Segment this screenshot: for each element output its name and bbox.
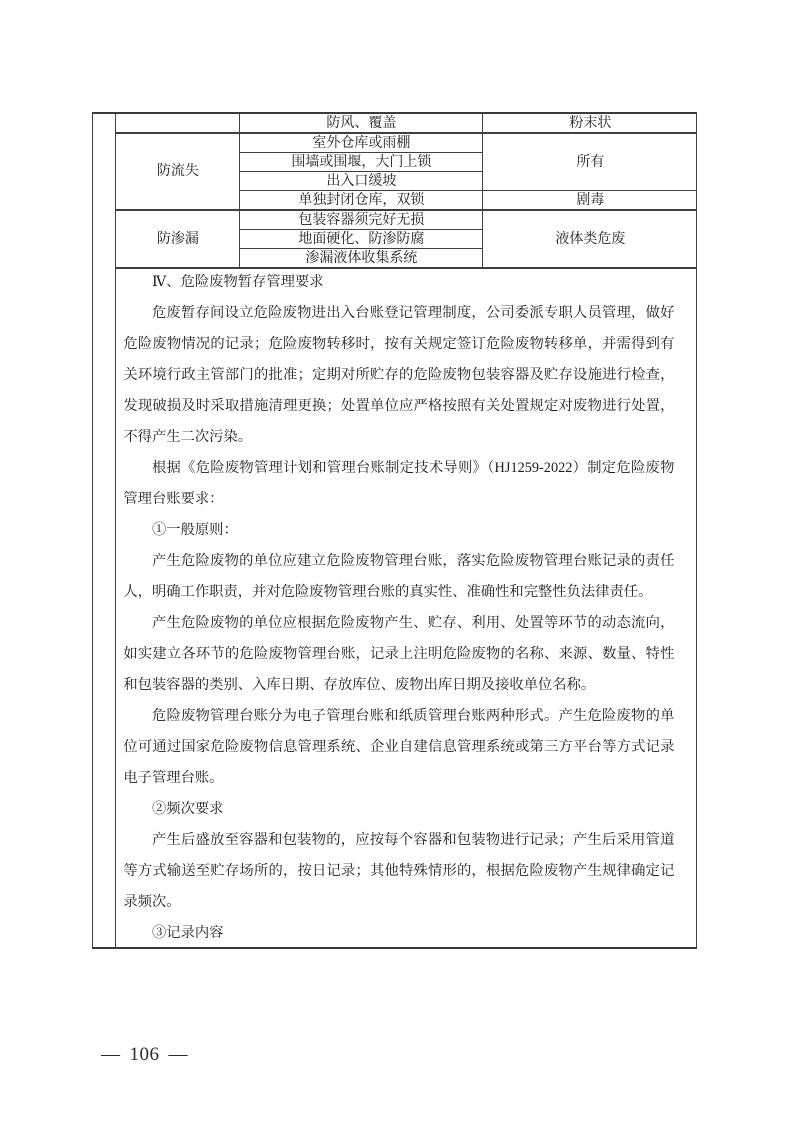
paragraph: 危废暂存间设立危险废物进出入台账登记管理制度，公司委派专职人员管理，做好危险废物情况的记录；危险废物转移时，按有关规定签订危险废物转移单，并需得到有关环境行政主管部门的批准；定期对所贮存的危险废物包装容器及贮存设施进行检查，发现破损及时采取措施清理更换；处置单位应严格按照有关处置规定对废物进行处置，不得产生二次污染。 <box>123 305 675 445</box>
measure-cell: 单独封闭仓库，双锁 <box>240 191 483 211</box>
footer-dash-left: — <box>101 1044 121 1065</box>
paragraph: ②频次要求 <box>151 801 224 817</box>
measure-cell: 包装容器须完好无损 <box>240 210 483 230</box>
category-cell-fangliushi: 防流失 <box>116 133 240 210</box>
measure-cell: 出入口缓坡 <box>240 172 483 191</box>
type-cell: 剧毒 <box>483 191 698 211</box>
paragraph: ①一般原则： <box>151 522 238 538</box>
page-number: 106 <box>129 1044 160 1065</box>
type-cell: 液体类危废 <box>483 210 698 268</box>
measure-cell: 渗漏液体收集系统 <box>240 249 483 269</box>
page-footer <box>101 1044 188 1066</box>
category-cell-fangshenlou: 防渗漏 <box>116 210 240 268</box>
paragraph: 产生危险废物的单位应根据危险废物产生、贮存、利用、处置等环节的动态流向，如实建立各环节的危险废物管理台账，记录上注明危险废物的名称、来源、数量、特性和包装容器的类别、入库日期、存放库位、废物出库日期及接收单位名称。 <box>123 615 675 693</box>
paragraph: 危险废物管理台账分为电子管理台账和纸质管理台账两种形式。产生危险废物的单位可通过国家危险废物信息管理系统、企业自建信息管理系统或第三方平台等方式记录电子管理台账。 <box>123 708 675 786</box>
table-row <box>116 114 697 133</box>
category-cell-empty <box>116 114 240 133</box>
type-cell: 所有 <box>483 133 698 191</box>
content-box <box>92 112 697 949</box>
waste-measures-table <box>116 114 697 269</box>
paragraph: 产生后盛放至容器和包装物的，应按每个容器和包装物进行记录；产生后采用管道等方式输送至贮存场所的，按日记录；其他特殊情形的，根据危险废物产生规律确定记录频次。 <box>123 832 675 910</box>
measure-cell: 防风、覆盖 <box>240 114 483 133</box>
paragraph: 根据《危险废物管理计划和管理台账制定技术导则》（HJ1259-2022）制定危险废物管理台账要求： <box>123 460 675 507</box>
table-row <box>116 210 697 230</box>
side-column <box>93 114 116 947</box>
main-column <box>116 114 696 947</box>
paragraph: 产生危险废物的单位应建立危险废物管理台账，落实危险废物管理台账记录的责任人，明确工作职责，并对危险废物管理台账的真实性、准确性和完整性负法律责任。 <box>123 553 675 600</box>
section-heading: Ⅳ、危险废物暂存管理要求 <box>151 274 324 290</box>
table-row <box>116 133 697 153</box>
type-cell: 粉末状 <box>483 114 698 133</box>
measure-cell: 地面硬化、防渗防腐 <box>240 230 483 249</box>
footer-dash-right: — <box>168 1044 188 1065</box>
measure-cell: 围墙或围堰，大门上锁 <box>240 153 483 172</box>
paragraph: ③记录内容 <box>151 925 224 941</box>
section-text <box>116 266 694 949</box>
measure-cell: 室外仓库或雨棚 <box>240 133 483 153</box>
